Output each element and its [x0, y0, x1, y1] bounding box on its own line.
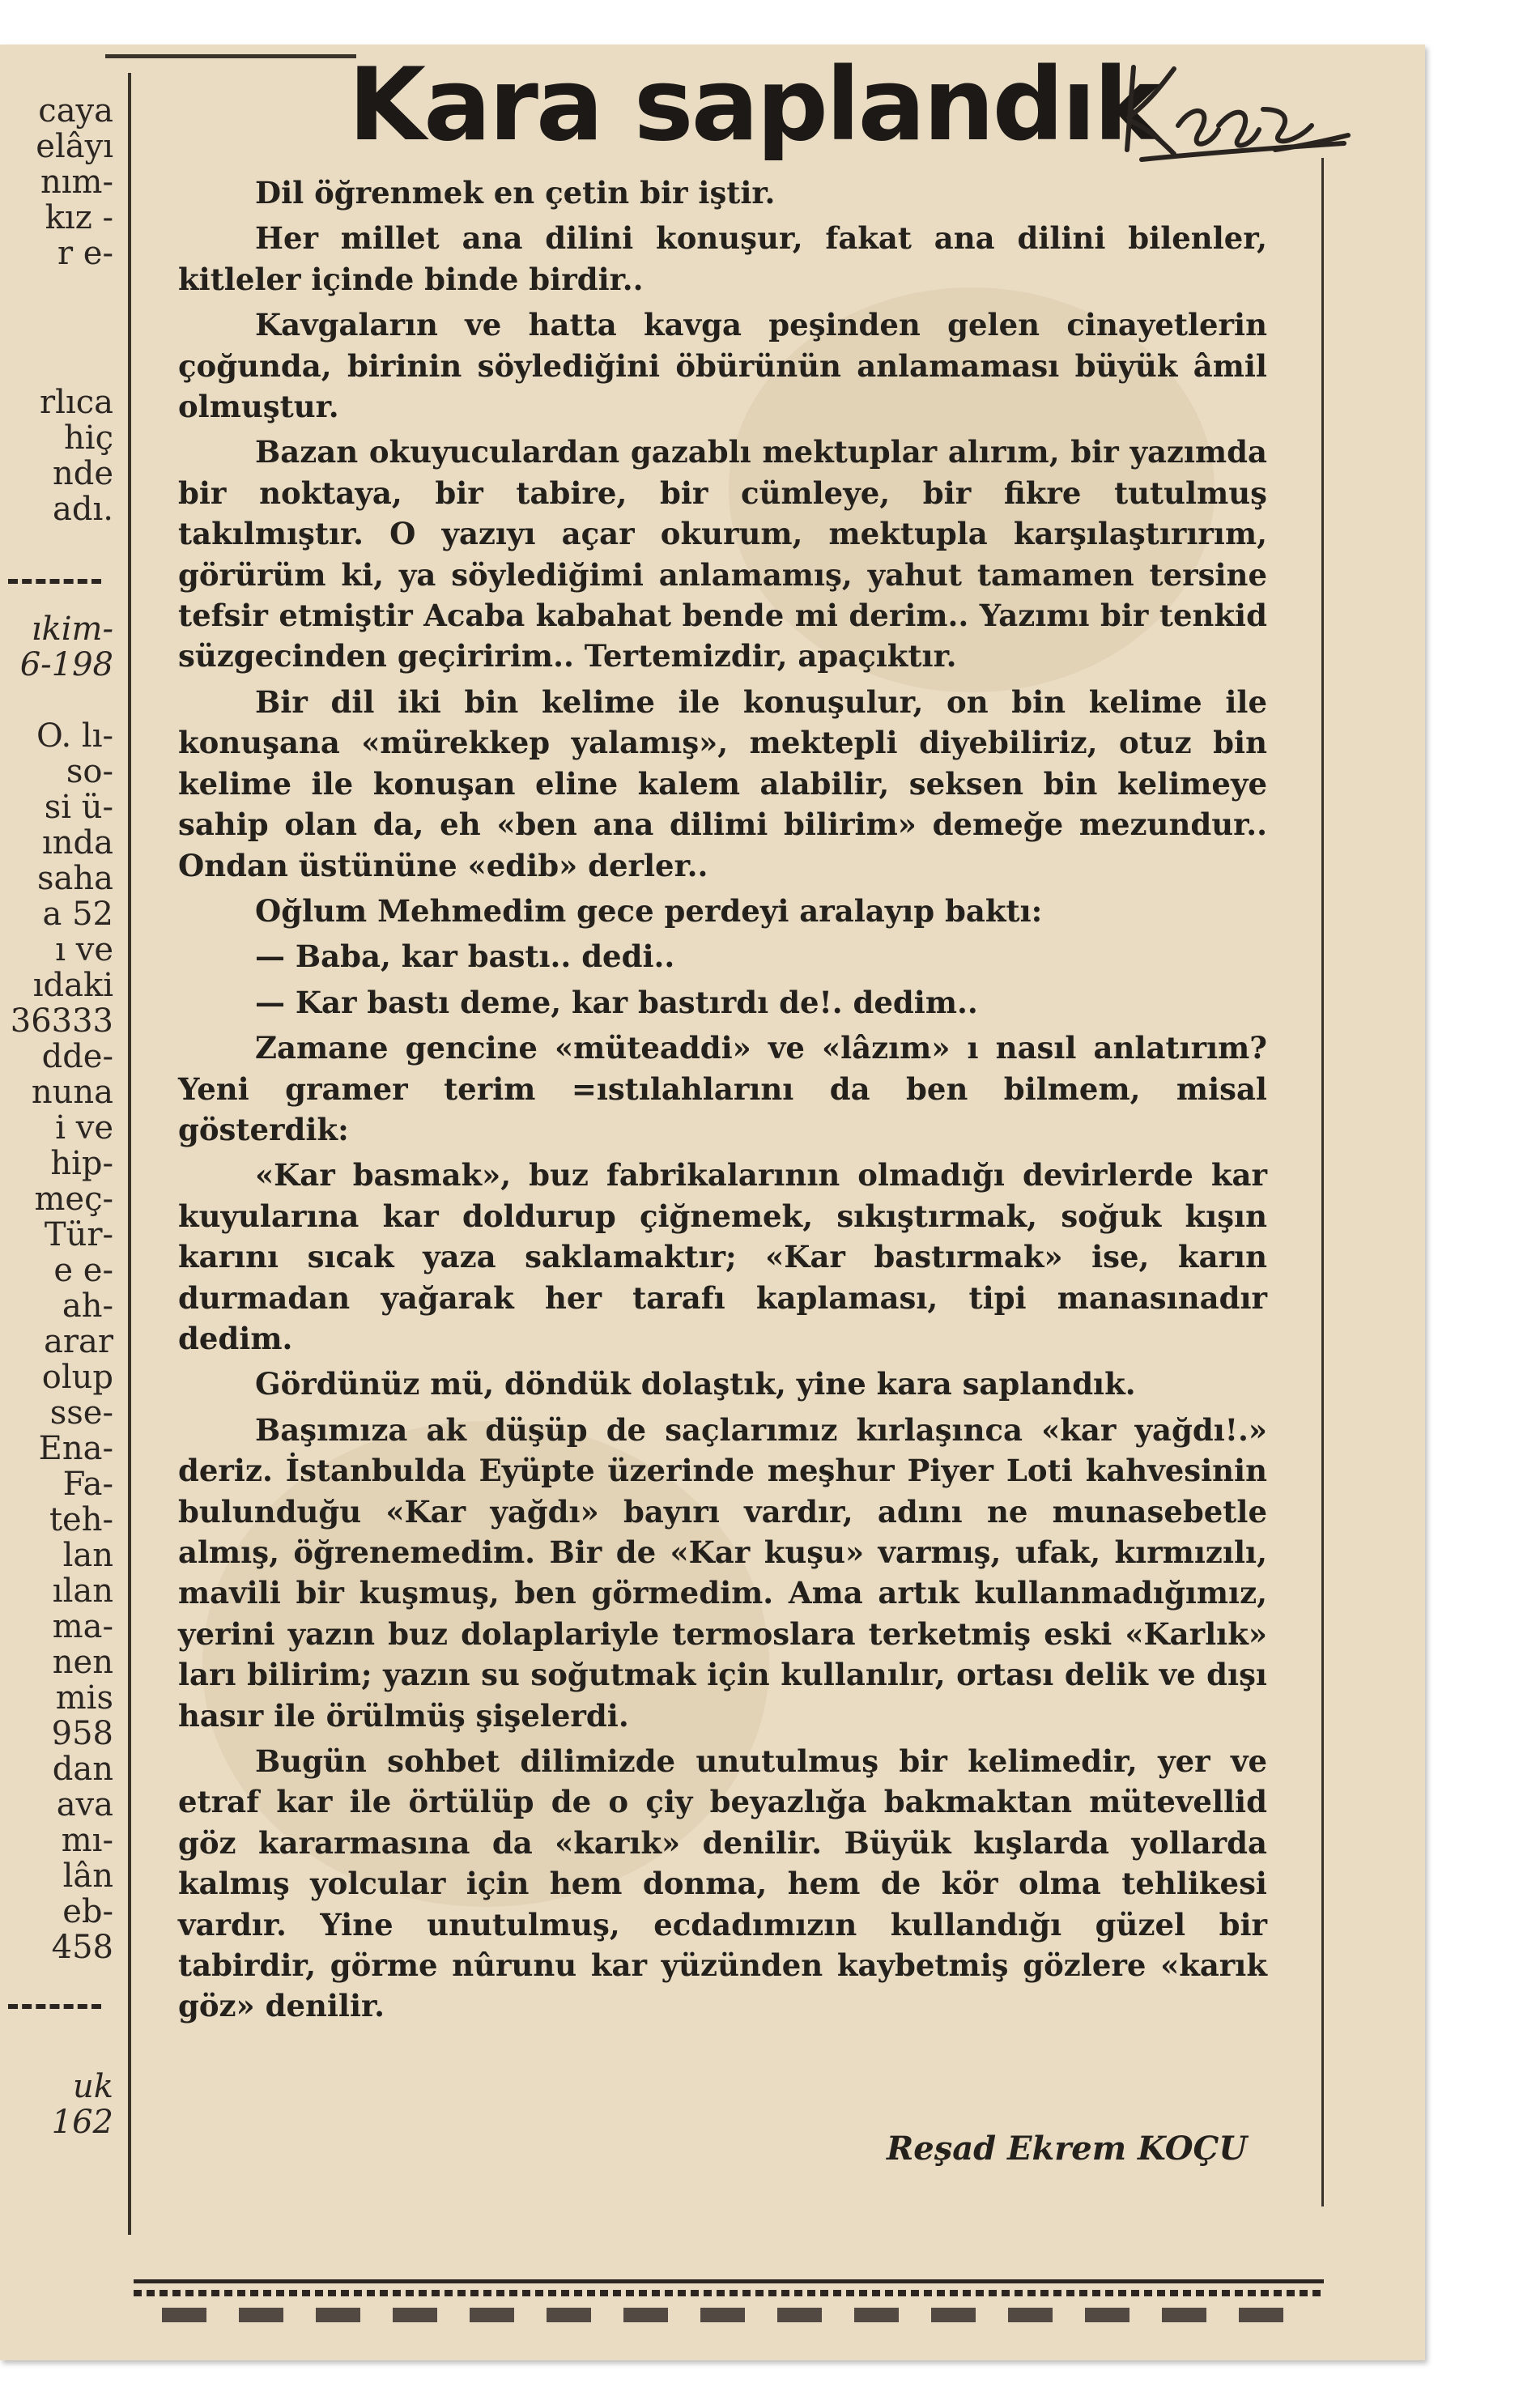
bottom-rule: [134, 2279, 1324, 2283]
adjacent-fragment: ah-: [62, 1287, 113, 1325]
adjacent-fragment: lân: [62, 1857, 113, 1895]
adjacent-fragment: nen: [52, 1644, 113, 1681]
adjacent-fragment: dan: [52, 1751, 113, 1788]
column-separator: [8, 579, 101, 584]
adjacent-fragment: ı ve: [55, 931, 113, 968]
adjacent-fragment: 458: [51, 1929, 113, 1966]
adjacent-fragment: 36333: [10, 1002, 113, 1040]
adjacent-fragment: elâyı: [36, 128, 113, 165]
article-paragraph: Dil öğrenmek en çetin bir iştir.: [255, 175, 776, 211]
newspaper-clipping: [0, 45, 1425, 2360]
dialogue-line: — Baba, kar bastı.. dedi..: [255, 938, 675, 975]
adjacent-fragment: ma-: [52, 1608, 113, 1645]
adjacent-fragment: sse-: [49, 1394, 113, 1432]
adjacent-fragment: nım-: [40, 164, 113, 201]
adjacent-fragment: dde-: [41, 1038, 113, 1075]
adjacent-fragment: i ve: [55, 1109, 113, 1147]
adjacent-fragment: teh-: [49, 1501, 113, 1538]
adjacent-fragment: e e-: [53, 1252, 113, 1289]
bottom-decorative-rule: [134, 2290, 1324, 2296]
adjacent-fragment: 162: [51, 2104, 113, 2141]
article-paragraph: Zamane gencine «müteaddi» ve «lâzım» ı nasıl anlatırım? Yeni gramer terim =ıstılahlarını da ben bilmem, misal gösterdik:: [178, 1030, 1267, 1147]
cut-off-next-article: [162, 2308, 1295, 2340]
adjacent-fragment: caya: [38, 92, 113, 130]
adjacent-fragment: eb-: [62, 1893, 113, 1930]
adjacent-fragment: a 52: [42, 896, 113, 933]
adjacent-fragment: lan: [62, 1537, 113, 1574]
adjacent-fragment: mı-: [61, 1822, 113, 1859]
adjacent-fragment: ava: [56, 1786, 113, 1823]
adjacent-fragment: ıdaki: [32, 967, 113, 1004]
article-paragraph: Oğlum Mehmedim gece perdeyi aralayıp baktı:: [255, 892, 1043, 929]
adjacent-fragment: hip-: [50, 1145, 113, 1182]
column-rule: [1321, 158, 1324, 2206]
adjacent-column: [0, 45, 113, 2360]
adjacent-fragment: arar: [44, 1323, 113, 1360]
article-paragraph: Kavgaların ve hatta kavga peşinden gelen cinayetlerin çoğunda, birinin söylediğini öbürünün anlamaması büyük âmil olmuştur.: [178, 307, 1267, 425]
adjacent-fragment: 958: [51, 1715, 113, 1752]
adjacent-fragment: nuna: [31, 1074, 113, 1111]
adjacent-fragment: nde: [52, 455, 113, 492]
article-paragraph: Bugün sohbet dilimizde unutulmuş bir kelimedir, yer ve etraf kar ile örtülüp de o çiy beyazlığa bakmaktan mütevellid göz kararmasına da «karık» denilir. Büyük kışlarda yollarda kalmış yolcular için hem donma, hem de kör olma tehlikesi vardır. Yine unutulmuş, ecdadımızın kullandığı güzel bir tabirdir, görme nûrunu kar yüzünden kaybetmiş gözlere «karık göz» denilir.: [178, 1743, 1267, 2024]
article-paragraph: Bir dil iki bin kelime ile konuşulur, on bin kelime ile konuşana «mürekkep yalamış», mektepli diyebiliriz, otuz bin kelime ile konuşan eline kalem alabilir, seksen bin kelimeye sahip olan da, eh «ben ana dilimi bilirim» demeğe mezundur.. Ondan üstününe «edib» derler..: [178, 683, 1267, 883]
adjacent-fragment: Fa-: [62, 1466, 113, 1503]
article-title: Kara saplandık: [348, 47, 1159, 164]
article-paragraph: «Kar basmak», buz fabrikalarının olmadığı devirlerde kar kuyularına kar doldurup çiğnemek, sıkıştırmak, soğuk kışın karını sıcak yaza saklamaktır; «Kar bastırmak» ise, karın durmadan yağarak her tarafı kaplaması, tipi manasınadır dedim.: [178, 1157, 1267, 1356]
author-signature: Reşad Ekrem KOÇU: [887, 2130, 1248, 2168]
adjacent-fragment: r e-: [57, 235, 113, 272]
adjacent-fragment: si ü-: [44, 789, 113, 826]
adjacent-fragment: rlıca: [40, 384, 113, 421]
adjacent-fragment: adı.: [53, 491, 113, 528]
adjacent-fragment: hiç: [64, 419, 113, 457]
column-rule: [128, 73, 131, 2235]
article-paragraph: Bazan okuyuculardan gazablı mektuplar alırım, bir yazımda bir noktaya, bir tabire, bir cümleye, bir fikre tutulmuş takılmıştır. O yazıyı açar okurum, mektupla karşılaştırırım, görürüm ki, ya söylediğimi anlamamış, yahut tamamen tersine tefsir etmiştir Acaba kabahat bende mi derim.. Yazımı bir tenkid süzgecinden geçiririm.. Tertemizdir, apaçıktır.: [178, 434, 1267, 674]
adjacent-fragment: olup: [41, 1359, 113, 1396]
adjacent-fragment: ıkim-: [31, 611, 113, 648]
top-rule: [105, 54, 356, 58]
adjacent-fragment: 6-198: [19, 646, 113, 683]
adjacent-fragment: ılan: [52, 1572, 113, 1610]
article-paragraph: Her millet ana dilini konuşur, fakat ana dilini bilenler, kitleler içinde binde birdir..: [178, 220, 1267, 297]
article-body: [178, 172, 1267, 2032]
adjacent-fragment: mis: [55, 1679, 113, 1717]
adjacent-fragment: ında: [41, 824, 113, 862]
adjacent-fragment: so-: [66, 753, 113, 790]
article-paragraph: Başımıza ak düşüp de saçlarımız kırlaşınca «kar yağdı!.» deriz. İstanbulda Eyüpte üzerinde meşhur Piyer Loti kahvesinin bulunduğu «Kar yağdı» bayırı vardır, adını ne munasebetle almış, öğrenemedim. Bir de «Kar kuşu» varmış, ufak, kırmızılı, mavili bir kuşmuş, ben görmedim. Ama artık kullanmadığımız, yerini yazın buz dolaplariyle termoslara terketmiş eski «Karlık» ları bilirim; yazın su soğutmak için kullanılır, ortası delik ve dışı hasır ile örülmüş şişelerdi.: [178, 1411, 1267, 1734]
adjacent-fragment: Ena-: [38, 1430, 113, 1467]
article-paragraph: Gördünüz mü, döndük dolaştık, yine kara saplandık.: [255, 1366, 1136, 1402]
adjacent-fragment: kız -: [45, 199, 113, 236]
adjacent-fragment: meç-: [34, 1181, 113, 1218]
adjacent-fragment: O. lı-: [36, 717, 113, 755]
column-separator: [8, 2004, 101, 2009]
adjacent-fragment: Tür-: [44, 1216, 113, 1253]
adjacent-fragment: saha: [37, 860, 113, 897]
dialogue-line: — Kar bastı deme, kar bastırdı de!. dedim..: [255, 984, 978, 1020]
adjacent-fragment: uk: [73, 2068, 113, 2105]
handwritten-mark-icon: [1117, 53, 1352, 174]
